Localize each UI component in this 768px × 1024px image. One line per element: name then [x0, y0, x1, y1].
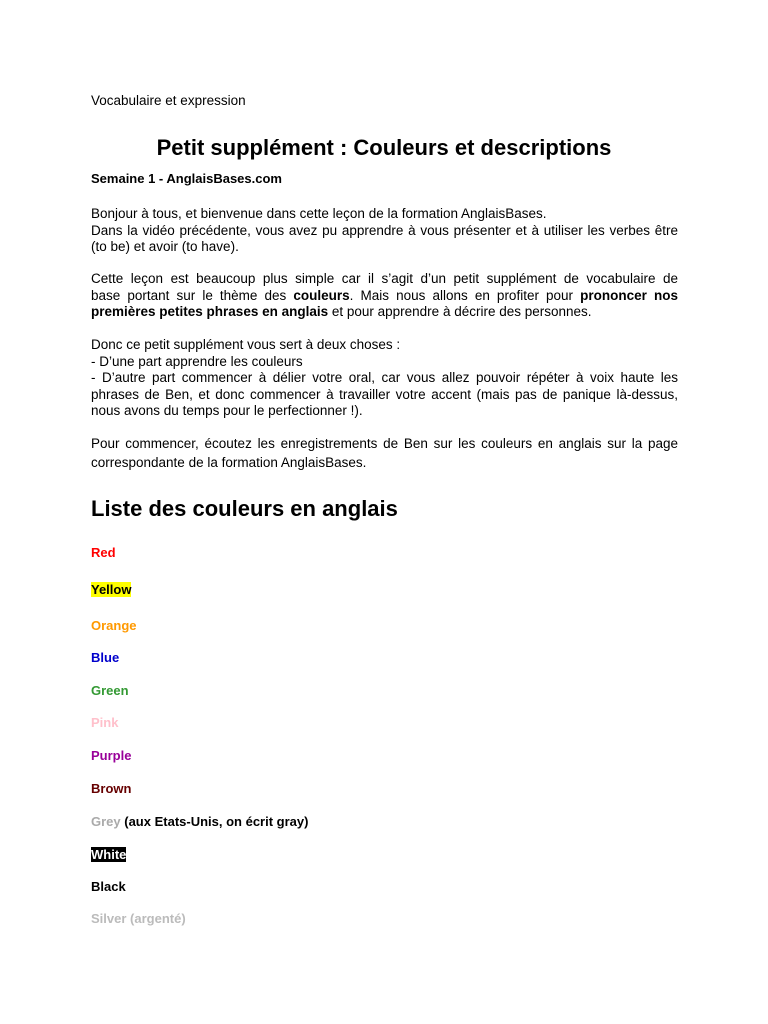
color-red: Red	[91, 545, 116, 560]
intro-paragraph	[91, 206, 678, 256]
color-black: Black	[91, 879, 126, 894]
bold-prononcer: prononcer nos	[580, 287, 679, 303]
color-grey	[91, 814, 308, 830]
lesson-line-3	[91, 304, 678, 321]
lesson-line-2	[91, 288, 678, 305]
color-white-label: White	[91, 847, 127, 862]
color-white	[91, 847, 126, 863]
color-silver: Silver (argenté)	[91, 911, 186, 926]
start-line-1: Pour commencer, écoutez les enregistrements de Ben sur les couleurs en anglais sur la page	[91, 436, 678, 451]
intro-line-1: Bonjour à tous, et bienvenue dans cette leçon de la formation AnglaisBases.	[91, 206, 547, 221]
page-title: Petit supplément : Couleurs et descriptions	[156, 135, 612, 160]
color-yellow-label: Yellow	[91, 582, 132, 597]
purpose-line-4: phrases de Ben, et donc commencer à travailler votre accent (mais pas de panique là-dessus,	[91, 386, 678, 402]
purpose-paragraph	[91, 337, 678, 420]
color-grey-note: (aux Etats-Unis, on écrit gray)	[120, 814, 309, 829]
intro-line-3: (to be) et avoir (to have).	[91, 239, 239, 254]
purpose-line-1: Donc ce petit supplément vous sert à deux choses :	[91, 337, 401, 352]
page-subtitle: Semaine 1 - AnglaisBases.com	[91, 171, 282, 186]
color-orange: Orange	[91, 618, 137, 633]
lesson-paragraph	[91, 271, 678, 321]
lesson-text: . Mais nous allons en profiter pour	[349, 287, 581, 303]
lesson-text: base portant sur le thème des	[91, 287, 294, 303]
lesson-line-1: Cette leçon est beaucoup plus simple car il s’agit d’un petit supplément de vocabulaire de	[91, 271, 678, 286]
intro-line-2: Dans la vidéo précédente, vous avez pu apprendre à vous présenter et à utiliser les verbes être	[91, 222, 678, 238]
purpose-line-5: nous avons du temps pour le perfectionner !).	[91, 403, 363, 418]
color-brown: Brown	[91, 781, 132, 796]
lesson-text: et pour apprendre à décrire des personnes.	[328, 304, 592, 319]
purpose-line-2: - D’une part apprendre les couleurs	[91, 353, 303, 369]
start-line-2: correspondante de la formation AnglaisBases.	[91, 455, 367, 470]
bold-couleurs: couleurs	[293, 287, 350, 303]
section-heading: Liste des couleurs en anglais	[91, 496, 398, 521]
bold-premieres-phrases: premières petites phrases en anglais	[91, 304, 329, 319]
color-purple: Purple	[91, 748, 132, 763]
color-grey-label: Grey	[91, 814, 121, 829]
purpose-line-3: - D’autre part commencer à délier votre oral, car vous allez pouvoir répéter à voix haute les	[91, 370, 678, 385]
color-blue: Blue	[91, 650, 120, 665]
color-yellow	[91, 582, 131, 598]
start-paragraph	[91, 434, 678, 472]
document-category: Vocabulaire et expression	[91, 93, 246, 108]
color-green: Green	[91, 683, 129, 698]
color-pink: Pink	[91, 715, 119, 730]
